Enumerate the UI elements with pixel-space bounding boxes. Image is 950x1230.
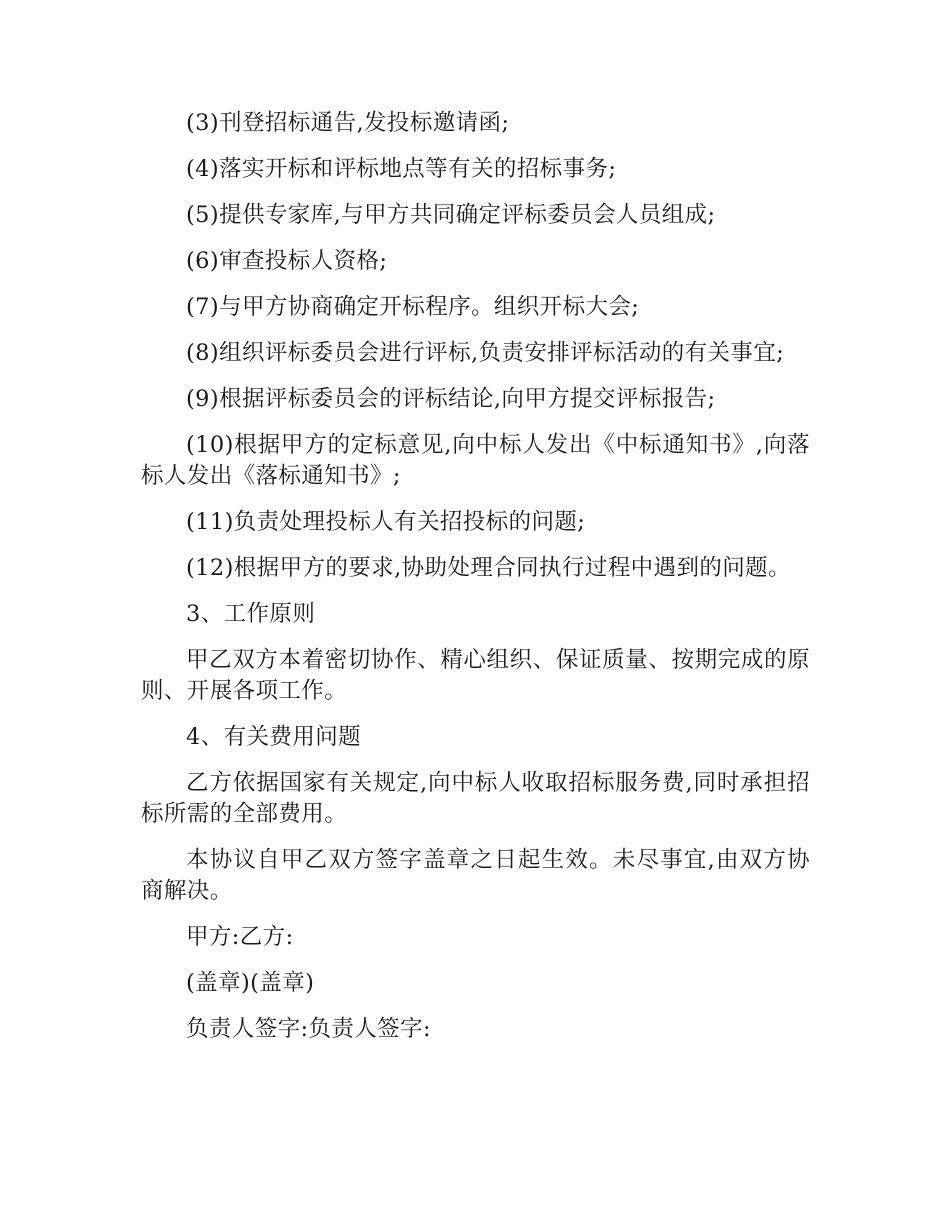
work-principles-text: 甲乙双方本着密切协作、精心组织、保证质量、按期完成的原则、开展各项工作。 — [141, 647, 810, 704]
section-heading-fees: 4、有关费用问题 — [186, 724, 362, 750]
clause-10: (10)根据甲方的定标意见,向中标人发出《中标通知书》,向落标人发出《落标通知书》; — [141, 432, 810, 489]
section-heading-work-principles: 3、工作原则 — [186, 601, 316, 627]
signature-signers: 负责人签字:负责人签字: — [186, 1016, 431, 1042]
clause-6: (6)审查投标人资格; — [186, 248, 388, 274]
clause-4: (4)落实开标和评标地点等有关的招标事务; — [186, 156, 617, 182]
clause-3: (3)刊登招标通告,发投标邀请函; — [186, 110, 510, 136]
clause-5: (5)提供专家库,与甲方共同确定评标委员会人员组成; — [186, 202, 716, 228]
clause-7: (7)与甲方协商确定开标程序。组织开标大会; — [186, 294, 640, 320]
clause-9: (9)根据评标委员会的评标结论,向甲方提交评标报告; — [186, 386, 716, 412]
clause-11: (11)负责处理投标人有关招投标的问题; — [186, 509, 586, 535]
fees-text: 乙方依据国家有关规定,向中标人收取招标服务费,同时承担招标所需的全部费用。 — [141, 770, 810, 827]
clause-12: (12)根据甲方的要求,协助处理合同执行过程中遇到的问题。 — [186, 555, 791, 581]
signature-parties: 甲方:乙方: — [186, 924, 294, 950]
document-body — [141, 108, 810, 1060]
signature-seals: (盖章)(盖章) — [186, 970, 315, 996]
effective-clause: 本协议自甲乙双方签字盖章之日起生效。未尽事宜,由双方协商解决。 — [141, 847, 810, 904]
clause-8: (8)组织评标委员会进行评标,负责安排评标活动的有关事宜; — [186, 340, 785, 366]
